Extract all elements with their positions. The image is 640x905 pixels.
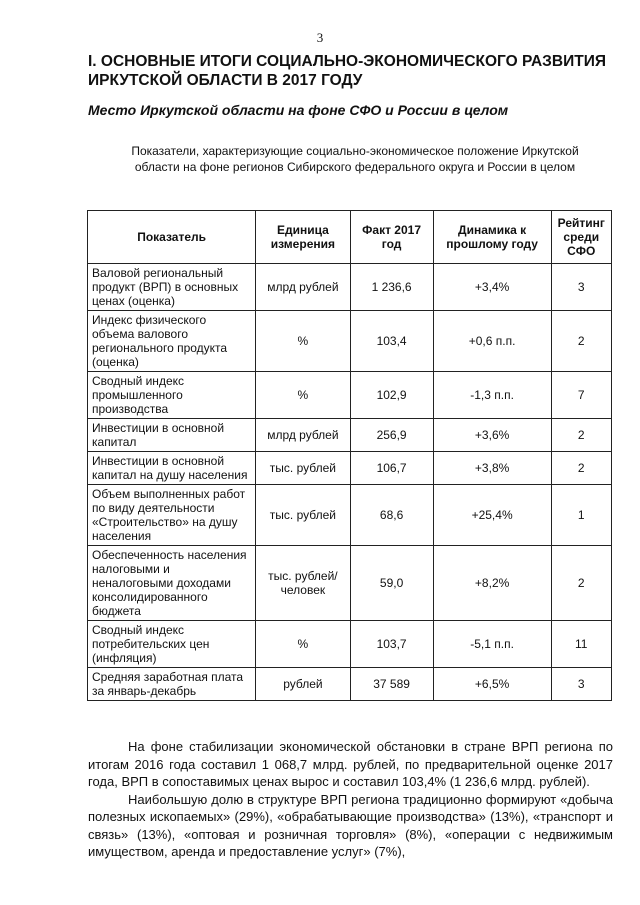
cell-unit: %: [256, 621, 350, 668]
cell-dynamics: +3,4%: [433, 264, 551, 311]
table-body: [88, 264, 612, 701]
cell-indicator: Инвестиции в основной капитал: [88, 419, 256, 452]
cell-fact: 37 589: [350, 668, 433, 701]
cell-fact: 103,4: [350, 311, 433, 372]
cell-dynamics: +8,2%: [433, 546, 551, 621]
table-row: [88, 419, 612, 452]
table-row: [88, 668, 612, 701]
header-rating: Рейтинг среди СФО: [551, 211, 611, 264]
cell-indicator: Объем выполненных работ по виду деятельности «Строительство» на душу населения: [88, 485, 256, 546]
cell-rating: 1: [551, 485, 611, 546]
cell-dynamics: +0,6 п.п.: [433, 311, 551, 372]
cell-indicator: Инвестиции в основной капитал на душу населения: [88, 452, 256, 485]
section-heading: I. ОСНОВНЫЕ ИТОГИ СОЦИАЛЬНО-ЭКОНОМИЧЕСКОГО РАЗВИТИЯ ИРКУТСКОЙ ОБЛАСТИ В 2017 ГОДУ: [88, 53, 606, 89]
cell-rating: 3: [551, 668, 611, 701]
cell-unit: млрд рублей: [256, 264, 350, 311]
cell-unit: млрд рублей: [256, 419, 350, 452]
cell-rating: 7: [551, 372, 611, 419]
cell-fact: 106,7: [350, 452, 433, 485]
cell-fact: 256,9: [350, 419, 433, 452]
cell-rating: 3: [551, 264, 611, 311]
cell-fact: 102,9: [350, 372, 433, 419]
header-indicator: Показатель: [88, 211, 256, 264]
body-text: [88, 738, 613, 861]
table-header-row: [88, 211, 612, 264]
cell-rating: 2: [551, 452, 611, 485]
cell-dynamics: -5,1 п.п.: [433, 621, 551, 668]
cell-dynamics: -1,3 п.п.: [433, 372, 551, 419]
paragraph: На фоне стабилизации экономической обстановки в стране ВРП региона по итогам 2016 года составил 1 068,7 млрд. рублей, по предварительной оценке 2017 года, ВРП в сопоставимых ценах вырос и составил 103,4% (1 236,6 млрд. рублей).: [88, 739, 613, 789]
cell-rating: 11: [551, 621, 611, 668]
section-subheading: Место Иркутской области на фоне СФО и России в целом: [88, 102, 509, 118]
table-row: [88, 452, 612, 485]
cell-dynamics: +6,5%: [433, 668, 551, 701]
cell-rating: 2: [551, 311, 611, 372]
indicators-table: [87, 210, 612, 701]
table-row: [88, 264, 612, 311]
cell-dynamics: +3,6%: [433, 419, 551, 452]
cell-unit: тыс. рублей: [256, 485, 350, 546]
page-number: 3: [316, 30, 324, 45]
cell-unit: тыс. рублей/ человек: [256, 546, 350, 621]
cell-dynamics: +25,4%: [433, 485, 551, 546]
cell-indicator: Обеспеченность населения налоговыми и неналоговыми доходами консолидированного бюджета: [88, 546, 256, 621]
cell-indicator: Сводный индекс промышленного производства: [88, 372, 256, 419]
cell-unit: %: [256, 372, 350, 419]
table-row: [88, 372, 612, 419]
cell-indicator: Валовой региональный продукт (ВРП) в основных ценах (оценка): [88, 264, 256, 311]
cell-fact: 1 236,6: [350, 264, 433, 311]
table-row: [88, 621, 612, 668]
cell-fact: 59,0: [350, 546, 433, 621]
cell-fact: 103,7: [350, 621, 433, 668]
paragraph: Наибольшую долю в структуре ВРП региона традиционно формируют «добыча полезных ископаемых» (29%), «обрабатывающие производства» (13%), «транспорт и связь» (13%), «оптовая и розничная торговля» (8%), «операции с недвижимым имуществом, аренда и предоставление услуг» (7%),: [88, 791, 613, 859]
cell-indicator: Средняя заработная плата за январь-декабрь: [88, 668, 256, 701]
table-row: [88, 311, 612, 372]
header-dynamics: Динамика к прошлому году: [433, 211, 551, 264]
header-unit: Единица измерения: [256, 211, 350, 264]
header-fact: Факт 2017 год: [350, 211, 433, 264]
table-row: [88, 546, 612, 621]
table-row: [88, 485, 612, 546]
cell-rating: 2: [551, 546, 611, 621]
cell-dynamics: +3,8%: [433, 452, 551, 485]
table-caption: Показатели, характеризующие социально-экономическое положение Иркутской области на фоне регионов Сибирского федерального округа и России в целом: [131, 144, 579, 174]
cell-unit: %: [256, 311, 350, 372]
cell-indicator: Сводный индекс потребительских цен (инфляция): [88, 621, 256, 668]
cell-unit: рублей: [256, 668, 350, 701]
cell-indicator: Индекс физического объема валового регионального продукта (оценка): [88, 311, 256, 372]
cell-rating: 2: [551, 419, 611, 452]
cell-unit: тыс. рублей: [256, 452, 350, 485]
cell-fact: 68,6: [350, 485, 433, 546]
